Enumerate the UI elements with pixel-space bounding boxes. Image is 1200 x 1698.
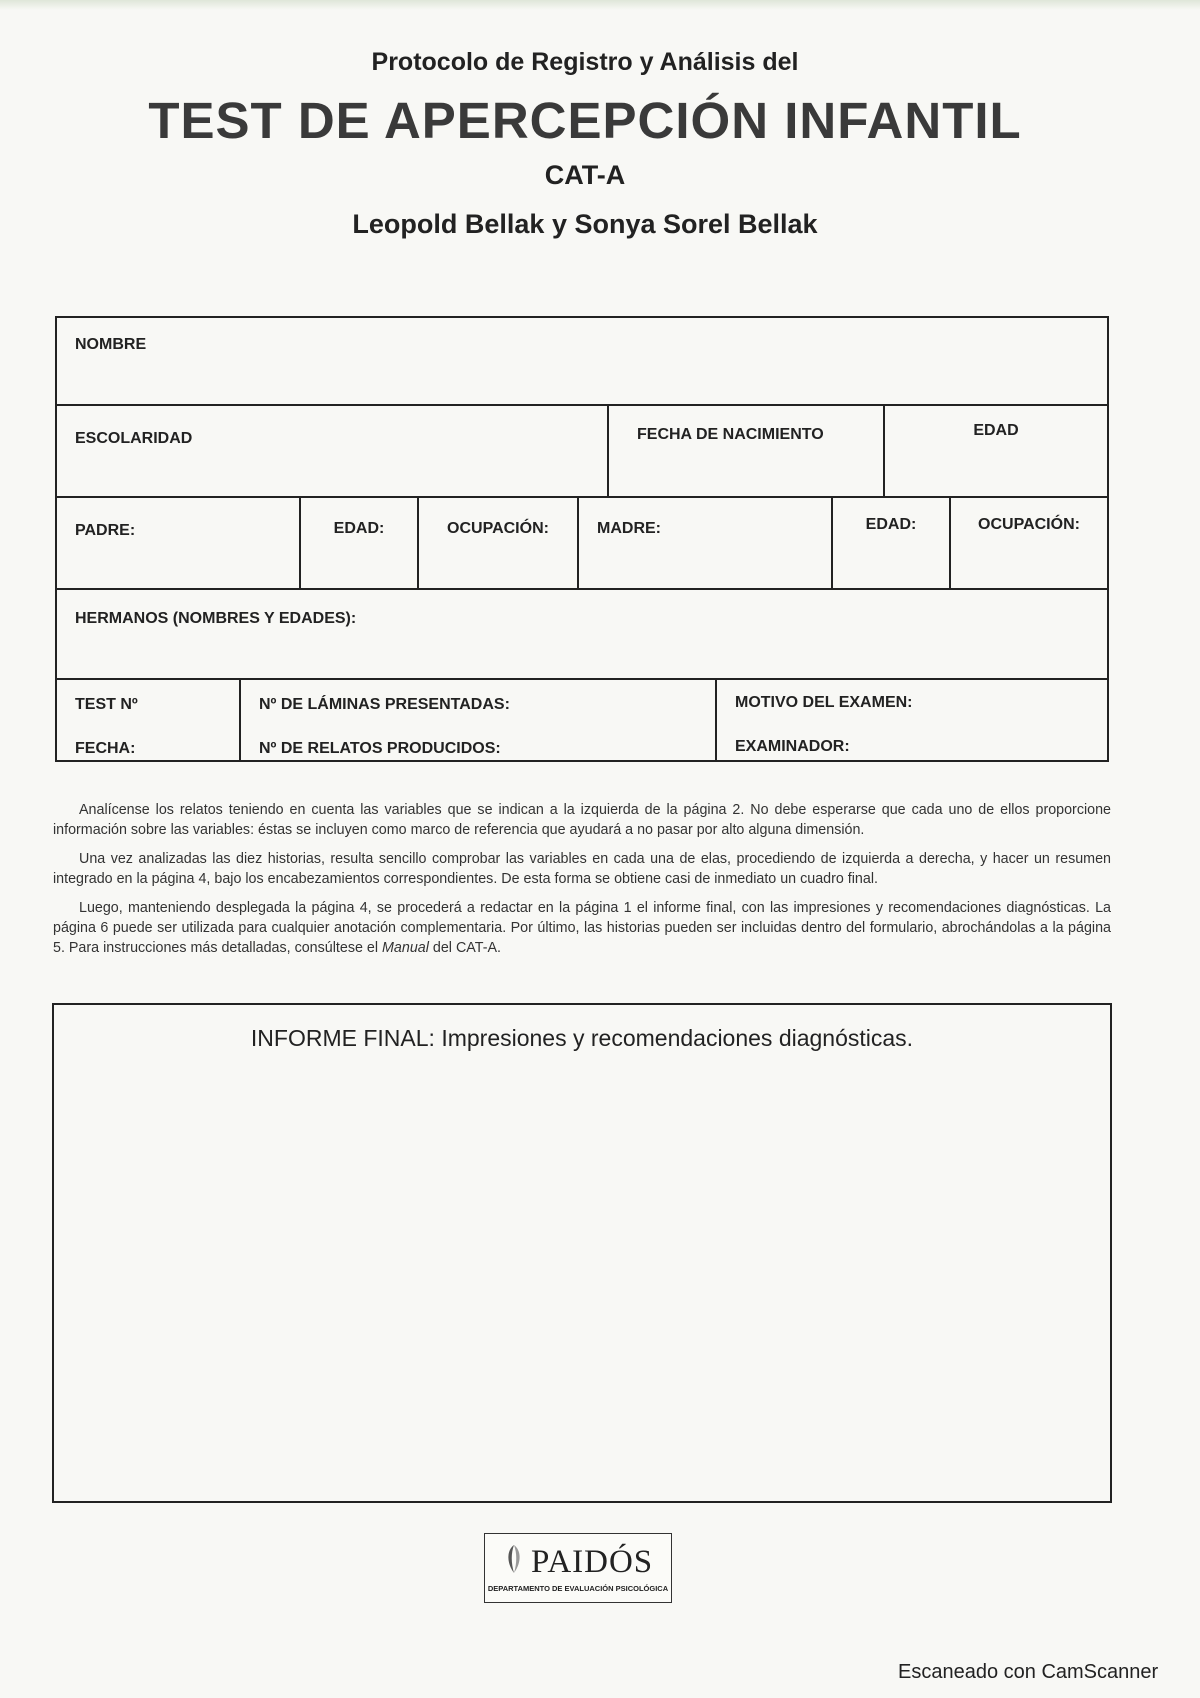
father-occupation-label: OCUPACIÓN: (447, 520, 549, 537)
document-authors: Leopold Bellak y Sonya Sorel Bellak (352, 209, 818, 239)
document-header (0, 48, 1170, 240)
siblings-label: HERMANOS (NOMBRES Y EDADES): (75, 610, 357, 627)
schooling-label: ESCOLARIDAD (75, 430, 193, 447)
logo-name: PAIDÓS (531, 1544, 654, 1580)
document-subtitle: Protocolo de Registro y Análisis del (371, 48, 799, 76)
father-age-label: EDAD: (333, 520, 385, 537)
test-date-label: FECHA: (75, 740, 136, 757)
test-number-label: TEST Nº (75, 696, 138, 713)
mother-occupation-label: OCUPACIÓN: (978, 516, 1080, 533)
manual-reference: Manual (382, 940, 429, 956)
exam-reason-label: MOTIVO DEL EXAMEN: (735, 694, 913, 711)
scanner-watermark: Escaneado con CamScanner (898, 1661, 1159, 1683)
form-row-siblings (57, 590, 1107, 680)
form-row-school (57, 406, 1107, 498)
instructions-paragraph-1: Analícense los relatos teniendo en cuenta las variables que se indican a la izquierda de la página 2. No debe esperarse que cada uno de ellos proporcione información sobre las variables: éstas se incluyen como marco de referencia que ayudará a no pasar por alto alguna dimensión. (53, 802, 1111, 838)
reason-examiner-cell[interactable] (717, 680, 1107, 760)
birthdate-field[interactable] (609, 406, 885, 496)
document-title: TEST DE APERCEPCIÓN INFANTIL (148, 92, 1022, 149)
test-date-cell[interactable] (57, 680, 241, 760)
mother-label: MADRE: (597, 520, 661, 537)
paidos-logo-icon (503, 1544, 525, 1574)
age-field[interactable] (885, 406, 1107, 496)
mother-age-field[interactable] (833, 498, 951, 588)
mother-occupation-field[interactable] (951, 498, 1107, 588)
scan-edge-tint (0, 0, 1200, 10)
instructions-paragraph-2: Una vez analizadas las diez historias, resulta sencillo comprobar las variables en cada una de elas, procediendo de izquierda a derecha, y hacer un resumen integrado en la página 4, bajo los encabezamientos correspondientes. De esta forma se obtiene casi de inmediato un cuadro final. (53, 851, 1111, 887)
name-field[interactable] (57, 318, 1107, 404)
final-report-box[interactable] (52, 1003, 1112, 1503)
stories-produced-label: Nº DE RELATOS PRODUCIDOS: (259, 740, 501, 757)
age-label: EDAD (973, 422, 1019, 439)
siblings-field[interactable] (57, 590, 1107, 678)
instructions-p3-text: Luego, manteniendo desplegada la página 4, se procederá a redactar en la página 1 el informe final, con las impresiones y recomendaciones diagnósticas. La página 6 puede ser utilizada para cualquier anotación complementaria. Por último, las historias pueden ser incluidas dentro del formulario, abrochándolas a la página 5. Para instrucciones más detalladas, consúltese el (53, 900, 1111, 956)
mother-field[interactable] (579, 498, 833, 588)
final-report-title: INFORME FINAL: Impresiones y recomendaciones diagnósticas. (250, 1025, 914, 1051)
father-age-field[interactable] (301, 498, 419, 588)
birthdate-label: FECHA DE NACIMIENTO (637, 426, 824, 443)
plates-stories-cell[interactable] (241, 680, 717, 760)
examiner-label: EXAMINADOR: (735, 738, 850, 755)
father-occupation-field[interactable] (419, 498, 579, 588)
father-label: PADRE: (75, 522, 136, 539)
test-version: CAT-A (544, 160, 626, 190)
schooling-field[interactable] (57, 406, 609, 496)
form-row-parents (57, 498, 1107, 590)
paidos-logo (484, 1533, 672, 1603)
name-label: NOMBRE (75, 336, 147, 353)
instructions-paragraph-3 (53, 898, 1111, 958)
form-row-test (57, 680, 1107, 760)
mother-age-label: EDAD: (865, 516, 917, 533)
patient-data-form (55, 316, 1109, 762)
plates-presented-label: Nº DE LÁMINAS PRESENTADAS: (259, 696, 510, 713)
logo-department: DEPARTAMENTO DE EVALUACIÓN PSICOLÓGICA (487, 1584, 669, 1593)
form-row-name (57, 318, 1107, 406)
instructions-p3-end: del CAT-A. (428, 940, 501, 956)
father-field[interactable] (57, 498, 301, 588)
instructions-text (53, 800, 1111, 967)
